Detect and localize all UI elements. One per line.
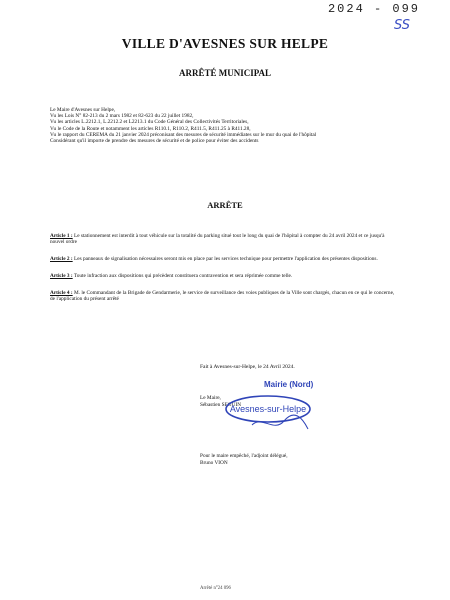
- preamble: [50, 107, 395, 144]
- delegate-block: [200, 453, 288, 466]
- article-label: Article 2 :: [50, 256, 73, 263]
- mairie-seal-stamp: [222, 377, 332, 437]
- article-4: [50, 290, 395, 303]
- delegate-line: Pour le maire empêché, l'adjoint délégué,: [200, 453, 288, 459]
- signatory-role: Le Maire,: [200, 395, 221, 401]
- preamble-line: Le Maire d'Avesnes sur Helpe,: [50, 107, 116, 113]
- section-heading-arrete: ARRÊTE: [207, 200, 243, 210]
- preamble-line: Vu le rapport du CEREMA du 21 janvier 2024 préconisant des mesures de sécurité immédiates sur le mur du quai de l'hôpital: [50, 131, 317, 138]
- signatory-name: Sébastien SEGUIN: [200, 401, 242, 408]
- town-title: VILLE D'AVESNES SUR HELPE: [121, 36, 329, 51]
- place-and-date: Fait à Avesnes-sur-Helpe, le 24 Avril 2024.: [200, 364, 295, 370]
- preamble-line: Vu les Lois N° 82-213 du 2 mars 1982 et 82-623 du 22 juillet 1982,: [50, 113, 194, 120]
- delegate-name: Bruno VION: [200, 459, 228, 466]
- article-label: Article 1 :: [50, 233, 73, 239]
- articles-list: [50, 233, 395, 313]
- article-label: Article 3 :: [50, 272, 73, 279]
- article-3: [50, 273, 395, 279]
- article-text: M. le Commandant de la Brigade de Gendarmerie, le service de surveillance des voies publiques de la Ville sont chargés, chacun en ce qui le concerne, de l'application du présent arrêté: [50, 289, 395, 302]
- registration-number: 2024 - 099: [327, 2, 420, 16]
- seal-center-text: Avesnes-sur-Helpe: [229, 404, 307, 414]
- article-text: Toute infraction aux dispositions qui précèdent constituera contravention et sera réprimée comme telle.: [72, 272, 293, 279]
- handwritten-initials: SS: [393, 18, 410, 33]
- article-1: [50, 233, 395, 246]
- decree-type-heading: ARRÊTÉ MUNICIPAL: [178, 68, 272, 78]
- footer-reference: Arrêté n°24 096: [200, 586, 231, 591]
- article-text: Le stationnement est interdit à tout véhicule sur la totalité du parking situé tout le long du quai de l'hôpital à compter du 24 avril 2024 et ce jusqu'à nouvel ordre: [50, 233, 385, 246]
- preamble-line: Vu le Code de la Route et notamment les articles R110.1, R110.2, R411.5, R411.25 à R411.28,: [50, 125, 251, 132]
- preamble-line: Vu les articles L.2212.1, L.2212.2 et L2213.1 du Code Général des Collectivités Territoriales,: [50, 119, 249, 126]
- article-text: Les panneaux de signalisation nécessaires seront mis en place par les services technique pour permettre l'application des présentes dispositions.: [72, 256, 378, 263]
- seal-top-text: Mairie (Nord): [264, 380, 314, 389]
- article-2: [50, 256, 395, 262]
- preamble-line: Considérant qu'il importe de prendre des mesures de sécurité et de police pour éviter des accidents: [50, 138, 259, 145]
- article-label: Article 4 :: [50, 289, 73, 296]
